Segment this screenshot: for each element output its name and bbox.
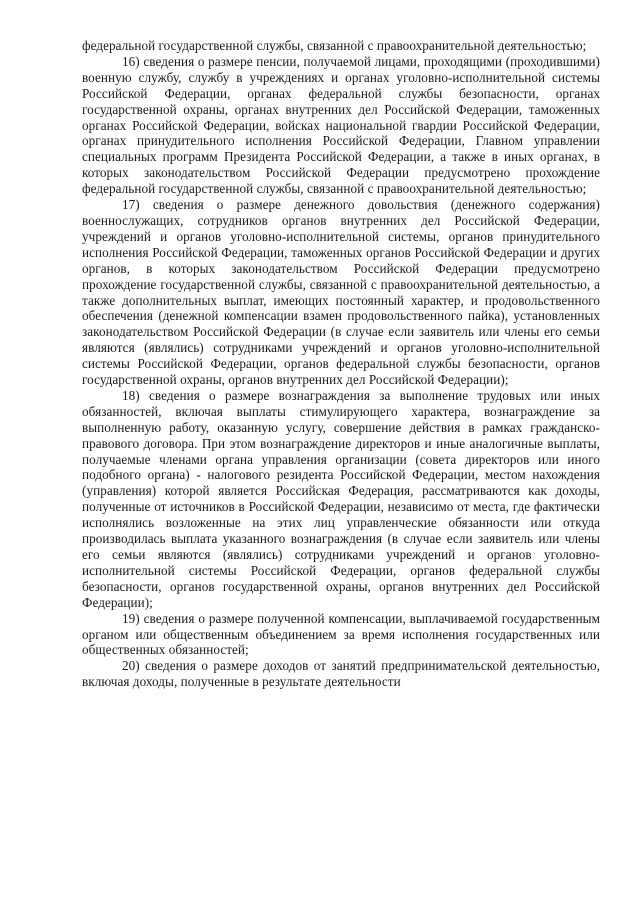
document-page [82,38,600,690]
paragraph-item-16: 16) сведения о размере пенсии, получаемой лицами, проходящими (проходившими) военную службу, службу в учреждениях и органах уголовно-исполнительной системы Российской Федерации, органах федеральной службы безопасности, органах государственной охраны, органах внутренних дел Российской Федерации, таможенных органах Российской Федерации, войсках национальной гвардии Российской Федерации, органах принудительного исполнения Российской Федерации, Главном управлении специальных программ Президента Российской Федерации, а также в иных органах, в которых законодательством Российской Федерации предусмотрено прохождение федеральной государственной службы, связанной с правоохранительной деятельностью; [82,53,600,197]
paragraph-item-17: 17) сведения о размере денежного довольствия (денежного содержания) военнослужащих, сотрудников органов внутренних дел Российской Федерации, учреждений и органов уголовно-исполнительной системы, органов принудительного исполнения Российской Федерации, таможенных органов Российской Федерации и других органов, в которых законодательством Российской Федерации предусмотрено прохождение государственной службы, связанной с правоохранительной деятельностью, а также дополнительных выплат, имеющих постоянный характер, и продовольственного обеспечения (денежной компенсации взамен продовольственного пайка), установленных законодательством Российской Федерации (в случае если заявитель или члены его семьи являются (являлись) сотрудниками учреждений и органов уголовно-исполнительной системы Российской Федерации, органов федеральной службы безопасности, органов государственной охраны, органов внутренних дел Российской Федерации); [82,197,600,388]
paragraph-item-18: 18) сведения о размере вознаграждения за выполнение трудовых или иных обязанностей, включая выплаты стимулирующего характера, вознаграждение за выполненную работу, оказанную услугу, совершение действия в рамках гражданско-правового договора. При этом вознаграждение директоров и иные аналогичные выплаты, получаемые членами органа управления организации (совета директоров или иного подобного органа) - налогового резидента Российской Федерации, местом нахождения (управления) которой является Российская Федерация, рассматриваются как доходы, полученные от источников в Российской Федерации, независимо от места, где фактически исполнялись возложенные на этих лиц управленческие обязанности или откуда производилась выплата указанного вознаграждения (в случае если заявитель или члены его семьи являются (являлись) сотрудниками учреждений и органов уголовно-исполнительной системы Российской Федерации, органов федеральной службы безопасности, органов государственной охраны, органов внутренних дел Российской Федерации); [82,387,600,610]
paragraph-continuation: федеральной государственной службы, связанной с правоохранительной деятельностью; [82,38,587,53]
paragraph-item-20: 20) сведения о размере доходов от занятий предпринимательской деятельностью, включая доходы, полученные в результате деятельности [82,658,600,690]
paragraph-item-19: 19) сведения о размере полученной компенсации, выплачиваемой государственным органом или общественным объединением за время исполнения государственных или общественных обязанностей; [82,610,600,658]
